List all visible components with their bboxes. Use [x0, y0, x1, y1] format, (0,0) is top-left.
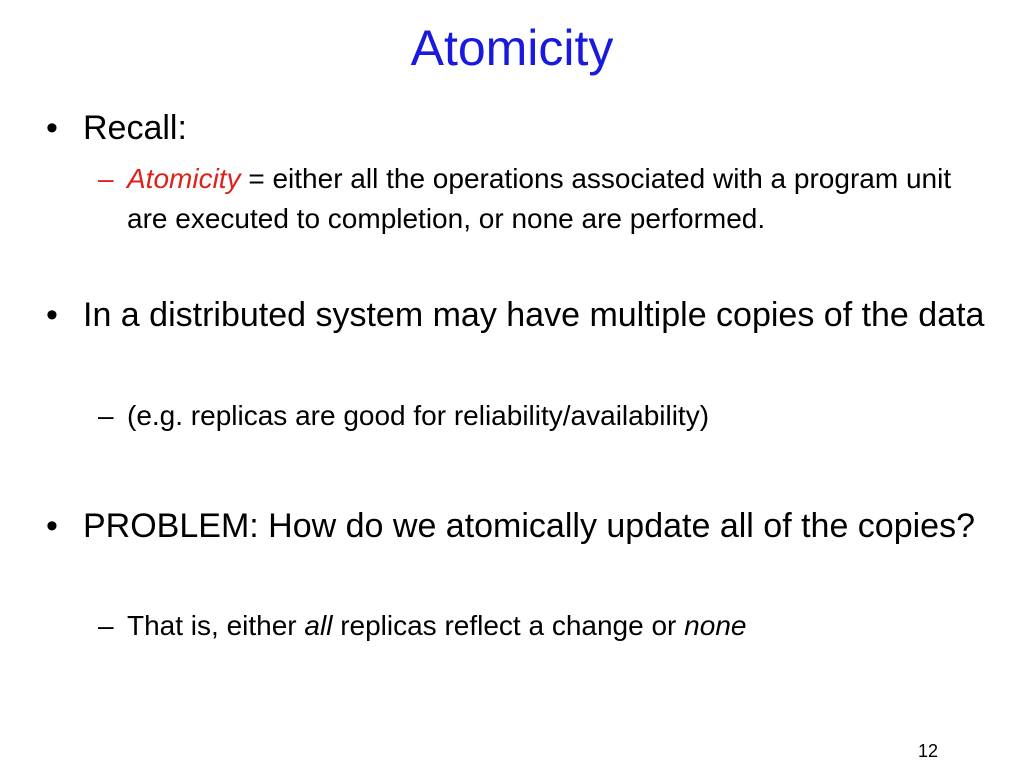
bullet-text: PROBLEM: How do we atomically update all of the copies?	[83, 507, 976, 545]
page-number: 12	[917, 741, 938, 761]
sub-bullet-all-or-none	[98, 606, 978, 646]
bullet-recall	[46, 106, 996, 150]
bullet-marker: •	[46, 296, 58, 334]
sub-bullet-replicas	[98, 396, 978, 436]
text-part-2: replicas reflect a change or	[332, 610, 685, 641]
emphasis-all: all	[304, 610, 333, 641]
bullet-text: In a distributed system may have multiple copies of the data	[83, 296, 985, 334]
sub-bullet-atomicity-definition	[98, 159, 978, 239]
bullet-distributed-system	[46, 293, 996, 337]
slide-title: Atomicity	[410, 20, 614, 76]
definition-text: = either all the operations associated with a program unit are executed to completion, or none are performed.	[127, 163, 952, 234]
bullet-marker: •	[46, 507, 58, 545]
dash-marker: –	[98, 400, 114, 431]
bullet-problem	[46, 504, 996, 548]
dash-marker: –	[98, 610, 114, 641]
bullet-marker: •	[46, 109, 58, 147]
emphasis-none: none	[684, 610, 747, 641]
sub-bullet-text: (e.g. replicas are good for reliability/availability)	[127, 400, 710, 431]
text-part-1: That is, either	[127, 610, 305, 641]
sub-bullet-text	[127, 606, 978, 646]
term-atomicity: Atomicity	[127, 163, 241, 194]
sub-bullet-text	[127, 159, 978, 239]
bullet-text: Recall:	[83, 109, 187, 147]
dash-marker: –	[98, 163, 114, 194]
